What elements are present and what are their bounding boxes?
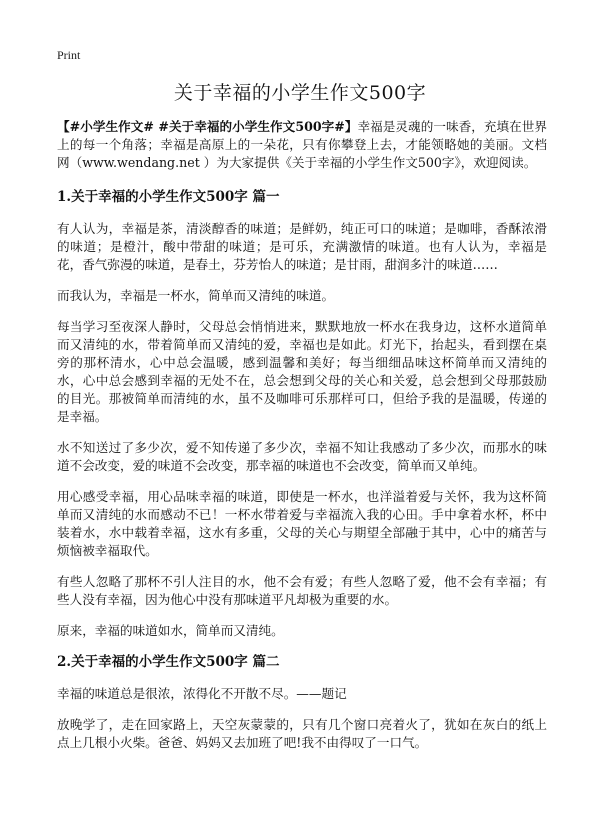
paragraph: 有些人忽略了那杯不引人注目的水，他不会有爱；有些人忽略了爱，他不会有幸福；有些人没有幸福，因为他心中没有那味道平凡却极为重要的水。 [57, 574, 547, 607]
paragraph: 有人认为，幸福是茶，清淡醇香的味道；是鲜奶，纯正可口的味道；是咖啡，香酥浓滑的味道；是橙汁，酸中带甜的味道；是可乐，充满激情的味道。也有人认为，幸福是花，香气弥漫的味道，是春土，芬芳怡人的味道；是甘雨，甜润多汁的味道…… [57, 221, 547, 272]
paragraph: 放晚学了，走在回家路上，天空灰蒙蒙的，只有几个窗口亮着火了，犹如在灰白的纸上点上几根小火柴。爸爸、妈妈又去加班了吧!我不由得叹了一口气。 [57, 717, 547, 750]
section-heading: 1.关于幸福的小学生作文500字 篇一 [57, 189, 280, 205]
document-body [57, 118, 547, 765]
paragraph: 水不知送过了多少次，爱不知传递了多少次，幸福不知让我感动了多少次，而那水的味道不会改变，爱的味道不会改变，那幸福的味道也不会改变，简单而又单纯。 [57, 440, 547, 473]
section-1 [57, 188, 547, 640]
intro-text: 幸福是灵魂的一味香，充填在世界上的每一个角落；幸福是高原上的一朵花，只有你攀登上去，才能领略她的美丽。文档网（www.wendang.net ）为大家提供《关于幸福的小学生作文500字》，欢迎阅读。 [57, 119, 547, 170]
print-label: Print [57, 48, 81, 62]
paragraph: 幸福的味道总是很浓，浓得化不开散不尽。——题记 [57, 686, 347, 701]
paragraph: 每当学习至夜深人静时，父母总会悄悄进来，默默地放一杯水在我身边，这杯水道简单而又清纯的水，带着简单而又清纯的爱，幸福也是如此。灯光下，抬起头，看到摆在桌旁的那杯清水，心中总会温暖，感到温馨和美好；每当细细品味这杯简单而又清纯的水，心中总会感到幸福的无处不在，总会想到父母的关心和关爱，总会想到父母那鼓励的目光。那被简单而清纯的水，虽不及咖啡可乐那样可口，但给予我的是温暖，传递的是幸福。 [57, 319, 547, 424]
paragraph: 而我认为，幸福是一杯水，简单而又清纯的味道。 [57, 288, 335, 303]
page-title: 关于幸福的小学生作文500字 [173, 82, 427, 104]
paragraph: 原来，幸福的味道如水，简单而又清纯。 [57, 623, 284, 638]
section-heading: 2.关于幸福的小学生作文500字 篇二 [57, 654, 280, 670]
paragraph: 用心感受幸福，用心品味幸福的味道，即使是一杯水，也洋溢着爱与关怀，我为这杯简单而又清纯的水而感动不已！一杯水带着爱与幸福流入我的心田。手中拿着水杯，杯中装着水，水中载着幸福，这水有多重，父母的关心与期望全部融于其中，心中的痛苦与烦恼被幸福取代。 [57, 489, 547, 558]
intro-paragraph [57, 118, 547, 172]
intro-tag: 【#小学生作文# #关于幸福的小学生作文500字#】 [57, 119, 358, 134]
section-2 [57, 653, 547, 752]
